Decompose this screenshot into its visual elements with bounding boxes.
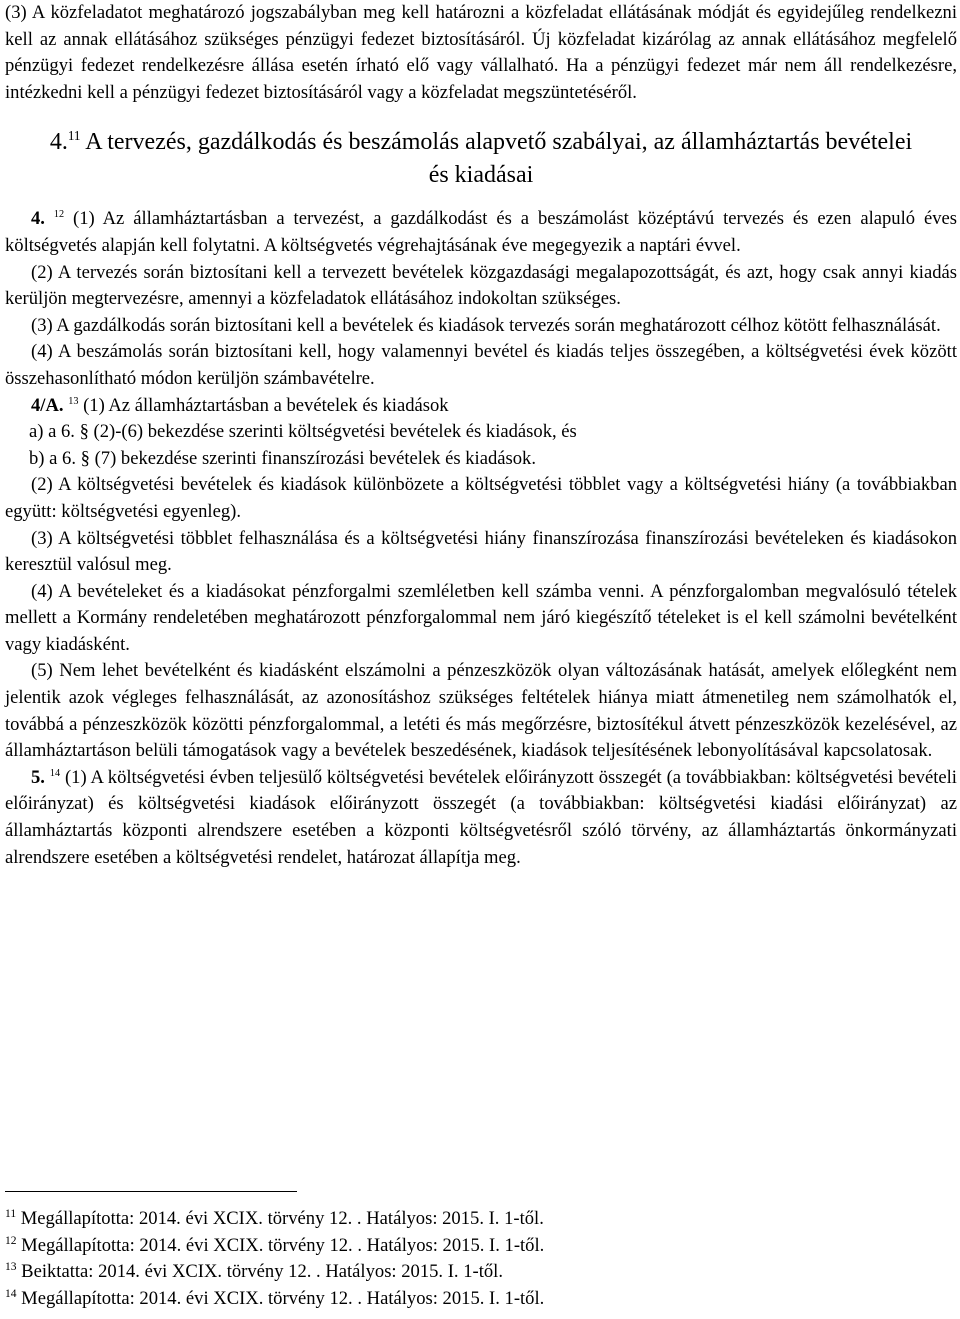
section-4a-paragraph-3: (3) A költségvetési többlet felhasználása és a költségvetési hiány finanszírozása finanszírozási bevételeken és kiadásokon keresztül valósul meg. [5,527,957,576]
section-5-paragraph-1 [5,765,957,871]
section-4a-footnote-ref[interactable]: 13 [68,395,79,407]
section-5-number: 5. [31,766,45,788]
section-4-footnote-ref[interactable]: 12 [53,209,65,221]
footnote-item [5,1259,957,1286]
section-4-paragraph-4: (4) A beszámolás során biztosítani kell, hogy valamennyi bevétel és kiadás teljes összegében, a költségvetési évek között összehasonlítható módon kerüljön számbavételre. [5,341,957,389]
section-4-p1-text: (1) Az államháztartásban a tervezést, a gazdálkodást és a beszámolást középtávú tervezés és ezen alapuló éves költségvetés alapján kell folytatni. A költségvetés végrehajtásának éve megegyezik a naptári évvel. [5,208,958,256]
section-4a-paragraph-1 [5,393,957,420]
section-5-footnote-ref[interactable]: 14 [49,767,61,779]
footnote-text: Megállapította: 2014. évi XCIX. törvény 12. . Hatályos: 2015. I. 1-től. [20,1208,544,1229]
footnote-item [5,1233,957,1260]
section-4-paragraph-1 [5,206,957,259]
footnote-number: 13 [5,1261,17,1273]
footnotes [5,1206,957,1312]
section-4a-p1-text: (1) Az államháztartásban a bevételek és kiadások [83,394,449,416]
footnote-item [5,1206,957,1233]
footnote-separator [5,1191,297,1192]
section-4a-number: 4/A. [31,394,64,416]
section-5-p1-text: (1) A költségvetési évben teljesülő költségvetési bevételek előirányzott összegét (a továbbiakban: költségvetési bevételi előirányzat) és költségvetési kiadások előirányzott összegét (a továbbiakban: költségvetési kiadási előirányzat) az államháztartás központi alrendszere esetében a központi költségvetésről szóló törvény, az államháztartás önkormányzati alrendszere esetében a költségvetési rendelet, határozat állapítja meg. [5,766,957,868]
section-4-number: 4. [31,208,45,230]
section-4a-paragraph-5: (5) Nem lehet bevételként és kiadásként elszámolni a pénzeszközök olyan változásának hatását, amelyek előlegként nem jelentik azok végleges felhasználását, az azonosításhoz szükséges feltételek hiánya miatt átmenetileg nem számolhatók el, továbbá a pénzeszközök közötti pénzforgalommal, a letéti és más megőrzésre, biztosítékul átvett pénzeszközök kezelésével, az államháztartáson belüli támogatások vagy a bevételek beszedésének, kiadások teljesítésének lebonyolításával kapcsolatosak. [5,660,957,762]
section-4a-item-a: a) a 6. § (2)-(6) bekezdése szerinti költségvetési bevételek és kiadások, és [29,421,577,443]
footnote-item [5,1286,957,1313]
section-4-paragraph-3: (3) A gazdálkodás során biztosítani kell a bevételek és kiadások tervezés során meghatározott célhoz kötött felhasználását. [31,314,941,336]
heading-footnote-ref[interactable]: 11 [67,128,81,144]
footnote-number: 12 [5,1234,17,1247]
heading-number: 4. [49,129,68,156]
footnote-text: Beiktatta: 2014. évi XCIX. törvény 12. . Hatályos: 2015. I. 1-től. [21,1261,503,1283]
section-heading [5,126,957,192]
section-4-paragraph-2: (2) A tervezés során biztosítani kell a tervezett bevételek közgazdasági megalapozottságát, és azt, hogy csak annyi kiadás kerüljön megtervezésre, amennyi a közfeladatok ellátásához indokoltan szükséges. [5,261,957,310]
footnote-text: Megállapította: 2014. évi XCIX. törvény 12. . Hatályos: 2015. I. 1-től. [21,1287,545,1309]
paragraph-3-intro: (3) A közfeladatot meghatározó jogszabályban meg kell határozni a közfeladat ellátásának módját és egyidejűleg rendelkezni kell az annak ellátásához szükséges pénzügyi fedezet biztosításáról. Új közfeladat kizárólag az annak ellátásához megfelelő pénzügyi fedezet rendelkezésre állása esetén írható elő vagy vállalható. Ha a pénzügyi fedezet már nem áll rendelkezésre, intézkedni kell a pénzügyi fedezet biztosításáról vagy a közfeladat megszüntetéséről. [5,2,957,103]
heading-title: A tervezés, gazdálkodás és beszámolás alapvető szabályai, az államháztartás bevételei és kiadásai [85,129,913,189]
footnote-number: 11 [5,1207,17,1220]
section-4a-paragraph-2: (2) A költségvetési bevételek és kiadások különbözete a költségvetési többlet vagy a költségvetési hiány (a továbbiakban együtt: költségvetési egyenleg). [5,474,957,522]
footnote-number: 14 [5,1287,17,1300]
footnote-text: Megállapította: 2014. évi XCIX. törvény 12. . Hatályos: 2015. I. 1-től. [21,1234,545,1256]
section-4a-item-b: b) a 6. § (7) bekezdése szerinti finanszírozási bevételek és kiadások. [29,447,536,469]
section-4a-paragraph-4: (4) A bevételeket és a kiadásokat pénzforgalmi szemléletben kell számba venni. A pénzforgalomban megvalósuló tételek mellett a Kormány rendeletében meghatározott pénzforgalommal nem járó kiegészítő tételeket is el kell számolni bevételként vagy kiadásként. [5,580,957,655]
